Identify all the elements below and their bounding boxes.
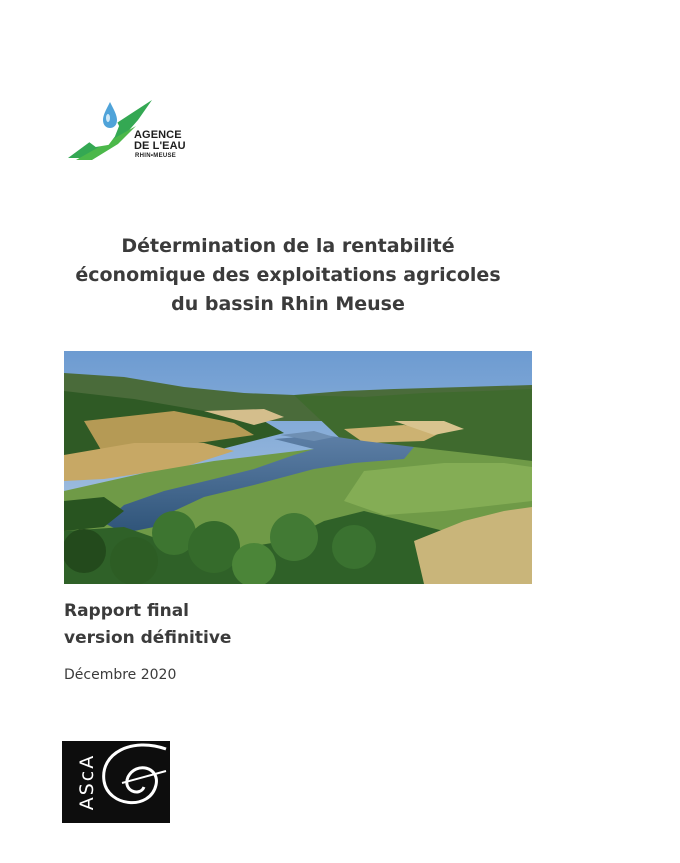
- subtitle-line2: version définitive: [64, 628, 232, 648]
- agence-name-line1: AGENCE: [134, 129, 182, 141]
- agence-eau-logo: [66, 100, 201, 168]
- report-date: Décembre 2020: [64, 667, 177, 683]
- report-subtitle: [64, 598, 231, 652]
- agence-name-line2: DE L'EAU: [134, 140, 186, 152]
- asca-wordmark: AScA: [76, 753, 98, 811]
- landscape-photo-icon: [64, 351, 532, 584]
- asca-logo: [62, 741, 170, 823]
- cover-photo: [64, 351, 532, 584]
- report-title: Détermination de la rentabilité économique des exploitations agricoles du bassin Rhin Meuse: [75, 235, 501, 315]
- agence-name-line3: RHIN•MEUSE: [135, 153, 177, 159]
- subtitle-line1: Rapport final: [64, 601, 190, 621]
